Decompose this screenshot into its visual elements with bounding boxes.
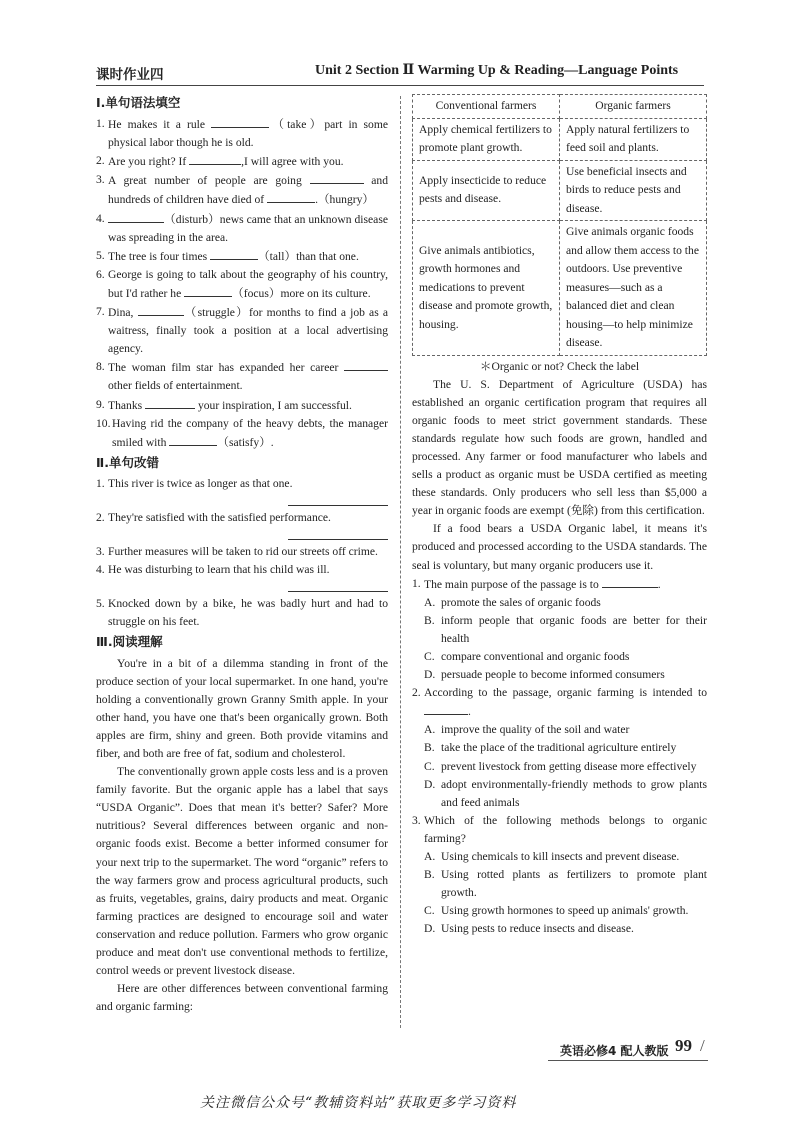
table-cell: Use beneficial insects and birds to reduce pests and disease. [560, 160, 707, 221]
table-header: Conventional farmers [413, 95, 560, 119]
reading-paragraph: You're in a bit of a dilemma standing in front of the produce section of your local supermarket. In one hand, you're holding a conventionally grown Granny Smith apple. In your other hand, you have one that's been organically grown. Both apples are firm, shiny and green. Both provide vitamins and fiber, and both are free of fat, sodium and cholesterol. [96, 656, 388, 760]
answer-blank[interactable] [424, 702, 468, 715]
s2-question: 4. He was disturbing to learn that his child was ill. [96, 563, 330, 577]
answer-blank[interactable] [211, 115, 269, 128]
reading-paragraph: The U. S. Department of Agriculture (USDA) has established an organic certification program that requires all organic foods to meet strict government standards. These standards regulate how such foods are grown, handled and processed. Any farmer or food manufacturer who labels and sells a product as organic must be USDA certified as meeting these standards. Only producers who sell less than $5,000 a year in organic foods are exempt (免除) from this certification. [412, 377, 707, 518]
mc-option[interactable]: D. Using pests to reduce insects and disease. [424, 922, 634, 936]
s2-question: 3. Further measures will be taken to rid our streets off crime. [96, 545, 378, 559]
s1-question: 8. The woman film star has expanded her career other fields of entertainment. [96, 358, 388, 395]
mc-option[interactable]: A. improve the quality of the soil and water [424, 723, 630, 737]
left-column [96, 92, 388, 1016]
s2-question: 2. They're satisfied with the satisfied performance. [96, 510, 331, 524]
s2-question: 5. Knocked down by a bike, he was badly hurt and had to struggle on his feet. [96, 597, 388, 629]
s1-question: 6. George is going to talk about the geography of his country, but I'd rather he （focus）more on its culture. [96, 267, 388, 300]
table-cell: Give animals organic foods and allow them access to the outdoors. Use preventive measures—such as a balanced diet and clean housing—to help minimize disease. [560, 221, 707, 356]
unit-section-title: Unit 2 Section Ⅱ Warming Up & Reading—Language Points [315, 63, 679, 78]
section2-title: Ⅱ.单句改错 [96, 454, 159, 470]
mc-option[interactable]: B. take the place of the traditional agriculture entirely [424, 741, 677, 755]
answer-blank[interactable] [189, 152, 241, 165]
answer-blank[interactable] [210, 247, 258, 260]
table-cell: Give animals antibiotics, growth hormones and medications to prevent disease and promote growth, housing. [413, 221, 560, 356]
answer-blank[interactable] [602, 575, 658, 588]
reading-paragraph: Here are other differences between conventional farming and organic farming: [96, 982, 388, 1014]
footer-divider [548, 1060, 708, 1061]
book-label: 英语必修4 配人教版 [560, 1044, 669, 1058]
correction-line[interactable] [96, 579, 388, 595]
s1-question: 5. The tree is four times （tall）than that one. [96, 248, 359, 263]
table-row [413, 160, 707, 221]
s2-question: 1. This river is twice as longer as that one. [96, 476, 293, 490]
table-header: Organic farmers [560, 95, 707, 119]
label-note: ＊Organic or not? Check the label [479, 359, 640, 373]
mc-option[interactable]: C. compare conventional and organic foods [424, 650, 630, 663]
mc-option[interactable]: A. Using chemicals to kill insects and prevent disease. [424, 850, 680, 864]
mc-option[interactable]: B. inform people that organic foods are better for their health [424, 613, 707, 645]
s1-question: 3. A great number of people are going and hundreds of children have died of .（hungry） [96, 173, 388, 207]
answer-blank[interactable] [267, 190, 315, 203]
answer-blank[interactable] [184, 284, 232, 297]
mc-option[interactable]: A. promote the sales of organic foods [424, 595, 601, 609]
s1-question: 10. Having rid the company of the heavy debts, the manager smiled with （satisfy）. [96, 416, 388, 449]
section1-title: Ⅰ.单句语法填空 [96, 95, 181, 110]
correction-line[interactable] [96, 493, 388, 509]
table-row [413, 221, 707, 356]
section3-title: Ⅲ.阅读理解 [96, 634, 163, 650]
comparison-table [412, 94, 707, 356]
mc-option[interactable]: C. prevent livestock from getting disease more effectively [424, 759, 697, 773]
answer-blank[interactable] [145, 396, 195, 409]
mc-question: 2. According to the passage, organic farming is intended to . [412, 686, 707, 719]
correction-line[interactable] [96, 527, 388, 543]
table-header-row [413, 95, 707, 119]
reading-paragraph: The conventionally grown apple costs less and is a proven family favorite. But the organic apple has a label that says “USDA Organic”. Does that mean it's better? Safer? More nutritious? Several differences between organic and non-organic foods exist. Become a better informed consumer for your next trip to the supermarket. The word “organic” refers to the way farmers grow and process agricultural products, such as fruits, vegetables, grains, dairy products and meat. Organic farming practices are designed to encourage soil and water conservation and reduce pollution. Farmers who grow organic produce and meat don't use conventional methods to fertilize, control weeds or prevent livestock disease. [96, 765, 388, 978]
mc-option[interactable]: D. adopt environmentally-friendly methods to grow plants and feed animals [424, 777, 707, 809]
s1-question: 7. Dina, （struggle）for months to find a job as a waitress, finally took a position at a local advertising agency. [96, 305, 388, 356]
answer-blank[interactable] [169, 433, 217, 446]
promo-note: 关注微信公众号“教辅资料站”获取更多学习资料 [200, 1095, 517, 1111]
page-slash: / [700, 1036, 705, 1055]
answer-blank[interactable] [310, 171, 364, 184]
mc-question: 3. Which of the following methods belongs to organic farming? [412, 813, 707, 845]
column-divider [400, 96, 401, 1028]
page-number: 99 [675, 1036, 692, 1055]
table-cell: Apply insecticide to reduce pests and disease. [413, 160, 560, 221]
mc-option[interactable]: D. persuade people to become informed consumers [424, 668, 665, 682]
worksheet-title: 课时作业四 [96, 67, 164, 83]
table-cell: Apply chemical fertilizers to promote plant growth. [413, 118, 560, 160]
s1-question: 1. He makes it a rule （take）part in some physical labor though he is old. [96, 117, 389, 150]
answer-blank[interactable] [108, 210, 164, 223]
mc-option[interactable]: B. Using rotted plants as fertilizers to promote plant growth. [424, 868, 707, 900]
answer-blank[interactable] [138, 303, 184, 316]
header-divider [96, 85, 704, 86]
mc-option[interactable]: C. Using growth hormones to speed up animals' growth. [424, 904, 689, 918]
table-row [413, 118, 707, 160]
mc-question: 1. The main purpose of the passage is to . [412, 576, 661, 591]
right-column [412, 92, 707, 939]
reading-paragraph: If a food bears a USDA Organic label, it means it's produced and processed according to the USDA standards. The seal is voluntary, but many organic producers use it. [412, 522, 707, 572]
s1-question: 9. Thanks your inspiration, I am successful. [96, 397, 352, 412]
answer-blank[interactable] [344, 358, 388, 371]
s1-question: 2. Are you right? If ,I will agree with you. [96, 154, 344, 169]
s1-question: 4. （disturb）news came that an unknown disease was spreading in the area. [96, 211, 388, 244]
table-cell: Apply natural fertilizers to feed soil and plants. [560, 118, 707, 160]
